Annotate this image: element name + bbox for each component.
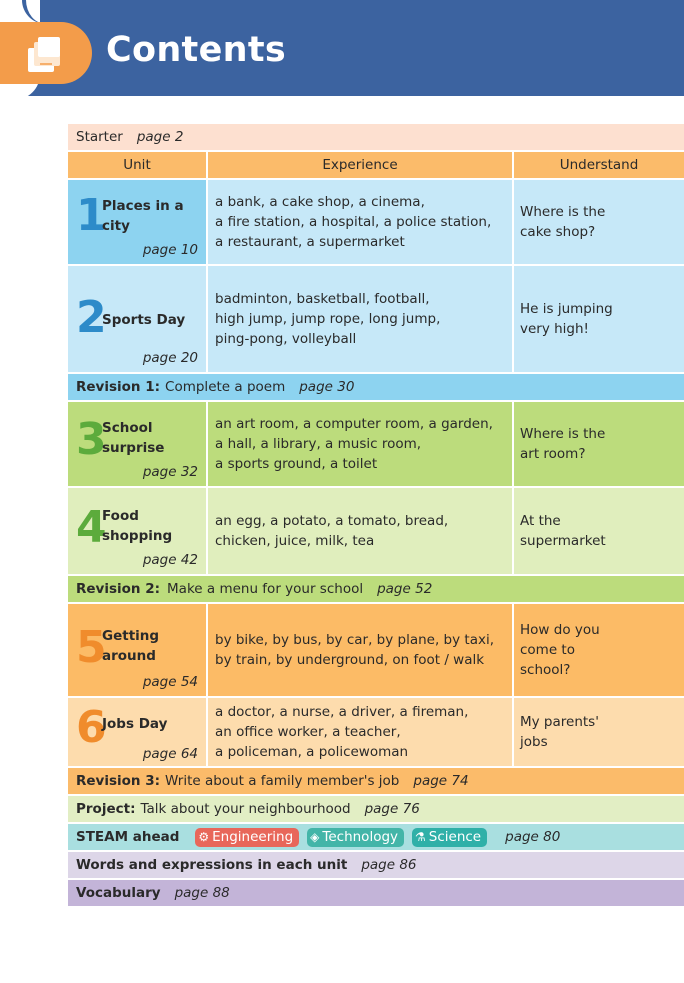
unit-experience	[208, 402, 514, 486]
revision-text: Complete a poem	[165, 379, 286, 395]
understand-line: cake shop?	[520, 224, 596, 240]
experience-line: a fire station, a hospital, a police station,	[215, 214, 492, 230]
unit-number: 2	[76, 292, 107, 343]
column-header-experience: Experience	[208, 152, 514, 178]
unit-understand	[514, 180, 684, 264]
understand-line: Where is the	[520, 426, 606, 442]
experience-line: a doctor, a nurse, a driver, a fireman,	[215, 704, 469, 720]
understand-line: At the	[520, 513, 561, 529]
vocabulary-label: Vocabulary	[76, 885, 161, 901]
revision-page: page 30	[299, 379, 355, 395]
project-row[interactable]	[68, 796, 684, 824]
unit-understand	[514, 402, 684, 486]
unit-page: page 42	[142, 552, 198, 568]
unit-understand	[514, 604, 684, 696]
revision-row[interactable]	[68, 768, 684, 796]
unit-experience	[208, 604, 514, 696]
experience-line: high jump, jump rope, long jump,	[215, 311, 441, 327]
experience-line: ping-pong, volleyball	[215, 331, 357, 347]
unit-page: page 54	[142, 674, 198, 690]
project-page: page 76	[364, 801, 420, 817]
experience-line: a restaurant, a supermarket	[215, 234, 405, 250]
experience-line: a bank, a cake shop, a cinema,	[215, 194, 425, 210]
experience-line: a hall, a library, a music room,	[215, 436, 422, 452]
science-tag[interactable]	[412, 828, 487, 847]
understand-line: My parents'	[520, 714, 599, 730]
revision-label: Revision 2:	[76, 581, 161, 597]
unit-title: Jobs Day	[102, 716, 168, 732]
engineering-tag[interactable]	[195, 828, 299, 847]
experience-line: by bike, by bus, by car, by plane, by taxi,	[215, 632, 494, 648]
experience-line: an egg, a potato, a tomato, bread,	[215, 513, 449, 529]
unit-page: page 20	[142, 350, 198, 366]
project-label: Project:	[76, 801, 136, 817]
steam-page: page 80	[505, 829, 561, 845]
revision-row[interactable]	[68, 374, 684, 402]
understand-line: very high!	[520, 321, 589, 337]
experience-line: badminton, basketball, football,	[215, 291, 430, 307]
understand-line: art room?	[520, 446, 586, 462]
unit-experience	[208, 180, 514, 264]
revision-label: Revision 1:	[76, 379, 161, 395]
unit-title: Getting around	[102, 628, 160, 664]
chip-icon: ◈	[310, 830, 320, 844]
unit-number: 4	[76, 502, 107, 553]
starter-label: Starter	[76, 129, 123, 145]
words-label: Words and expressions in each unit	[76, 857, 348, 873]
unit-title: School surprise	[102, 420, 165, 456]
unit-page: page 64	[142, 746, 198, 762]
unit-title: Food shopping	[102, 508, 173, 544]
microscope-icon: ⚗	[415, 830, 426, 844]
revision-page: page 74	[413, 773, 469, 789]
unit-title: Sports Day	[102, 312, 186, 328]
column-header-unit: Unit	[68, 152, 208, 178]
header-banner	[0, 0, 684, 96]
words-row[interactable]	[68, 852, 684, 880]
experience-line: a policeman, a policewoman	[215, 744, 409, 760]
understand-line: jobs	[520, 734, 548, 750]
understand-line: come to	[520, 642, 575, 658]
unit-experience	[208, 266, 514, 372]
unit-row[interactable]	[68, 402, 684, 488]
unit-row[interactable]	[68, 698, 684, 768]
words-page: page 86	[361, 857, 417, 873]
experience-line: chicken, juice, milk, tea	[215, 533, 375, 549]
starter-page: page 2	[136, 129, 184, 145]
page-title: Contents	[106, 30, 286, 70]
unit-row[interactable]	[68, 266, 684, 374]
unit-title: Places in a city	[102, 198, 184, 234]
technology-tag[interactable]	[307, 828, 404, 847]
column-header-understand: Understand	[559, 157, 639, 173]
unit-understand	[514, 488, 684, 574]
understand-line: Where is the	[520, 204, 606, 220]
tag-label: Engineering	[212, 829, 294, 845]
unit-row[interactable]	[68, 180, 684, 266]
understand-line: school?	[520, 662, 571, 678]
starter-row[interactable]	[68, 124, 684, 152]
understand-line: How do you	[520, 622, 600, 638]
unit-experience	[208, 488, 514, 574]
books-icon	[24, 34, 66, 76]
vocabulary-page: page 88	[174, 885, 230, 901]
experience-line: by train, by underground, on foot / walk	[215, 652, 485, 668]
revision-page: page 52	[377, 581, 433, 597]
tag-label: Science	[428, 829, 482, 845]
column-header-row	[68, 152, 684, 180]
unit-number: 6	[76, 702, 107, 753]
experience-line: an art room, a computer room, a garden,	[215, 416, 493, 432]
unit-number: 1	[76, 190, 107, 241]
unit-page: page 10	[142, 242, 198, 258]
project-text: Talk about your neighbourhood	[140, 801, 351, 817]
unit-row[interactable]	[68, 488, 684, 576]
unit-number: 5	[76, 622, 107, 673]
unit-understand	[514, 266, 684, 372]
understand-line: He is jumping	[520, 301, 613, 317]
unit-row[interactable]	[68, 604, 684, 698]
unit-experience	[208, 698, 514, 766]
revision-text: Make a menu for your school	[167, 581, 364, 597]
experience-line: an office worker, a teacher,	[215, 724, 401, 740]
revision-row[interactable]	[68, 576, 684, 604]
steam-label: STEAM ahead	[76, 829, 180, 845]
understand-line: supermarket	[520, 533, 606, 549]
revision-label: Revision 3:	[76, 773, 161, 789]
vocabulary-row[interactable]	[68, 880, 684, 908]
unit-understand	[514, 698, 684, 766]
experience-line: a sports ground, a toilet	[215, 456, 378, 472]
gears-icon: ⚙	[198, 830, 210, 844]
unit-number: 3	[76, 414, 107, 465]
steam-row[interactable]	[68, 824, 684, 852]
revision-text: Write about a family member's job	[165, 773, 400, 789]
unit-page: page 32	[142, 464, 198, 480]
contents-table	[68, 124, 684, 908]
tag-label: Technology	[322, 829, 399, 845]
